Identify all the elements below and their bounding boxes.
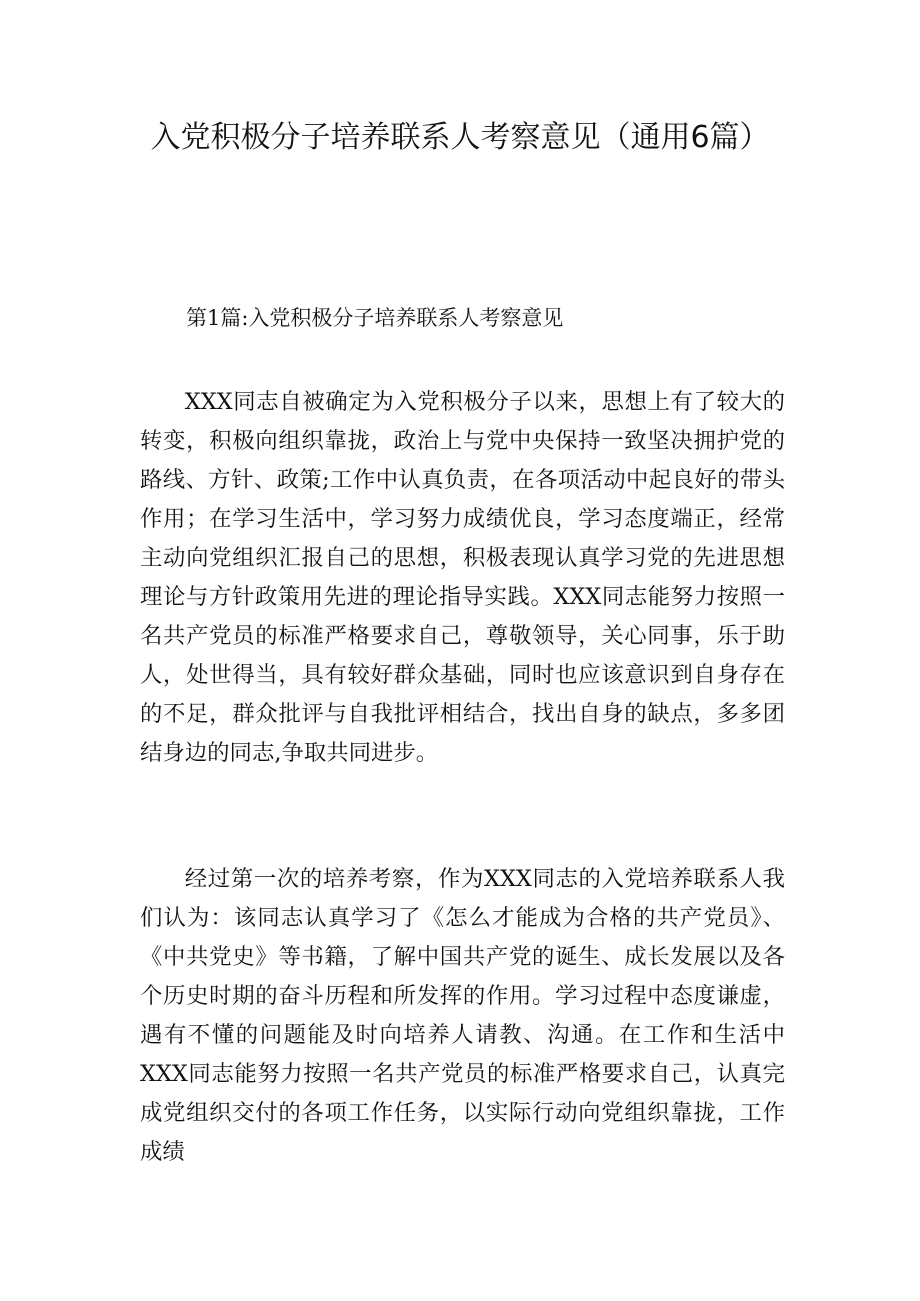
- body-paragraph-1: XXX同志自被确定为入党积极分子以来，思想上有了较大的转变，积极向组织靠拢，政治上与党中央保持一致坚决拥护党的路线、方针、政策;工作中认真负责，在各项活动中起良好的带头作用；在学习生活中，学习努力成绩优良，学习态度端正，经常主动向党组织汇报自己的思想，积极表现认真学习党的先进思想理论与方针政策用先进的理论指导实践。XXX同志能努力按照一名共产党员的标准严格要求自己，尊敬领导，关心同事，乐于助人，处世得当，具有较好群众基础，同时也应该意识到自身存在的不足，群众批评与自我批评相结合，找出自身的缺点，多多团结身边的同志,争取共同进步。: [140, 389, 785, 766]
- section-heading: 第1篇:入党积极分子培养联系人考察意见: [186, 306, 564, 330]
- body-paragraph-2: 经过第一次的培养考察，作为XXX同志的入党培养联系人我们认为：该同志认真学习了《怎么才能成为合格的共产党员》、《中共党史》等书籍，了解中国共产党的诞生、成长发展以及各个历史时期的奋斗历程和所发挥的作用。学习过程中态度谦虚，遇有不懂的问题能及时向培养人请教、沟通。在工作和生活中XXX同志能努力按照一名共产党员的标准严格要求自己，认真完成党组织交付的各项工作任务，以实际行动向党组织靠拢，工作成绩: [140, 866, 785, 1165]
- document-title: 入党积极分子培养联系人考察意见（通用6篇）: [150, 120, 770, 155]
